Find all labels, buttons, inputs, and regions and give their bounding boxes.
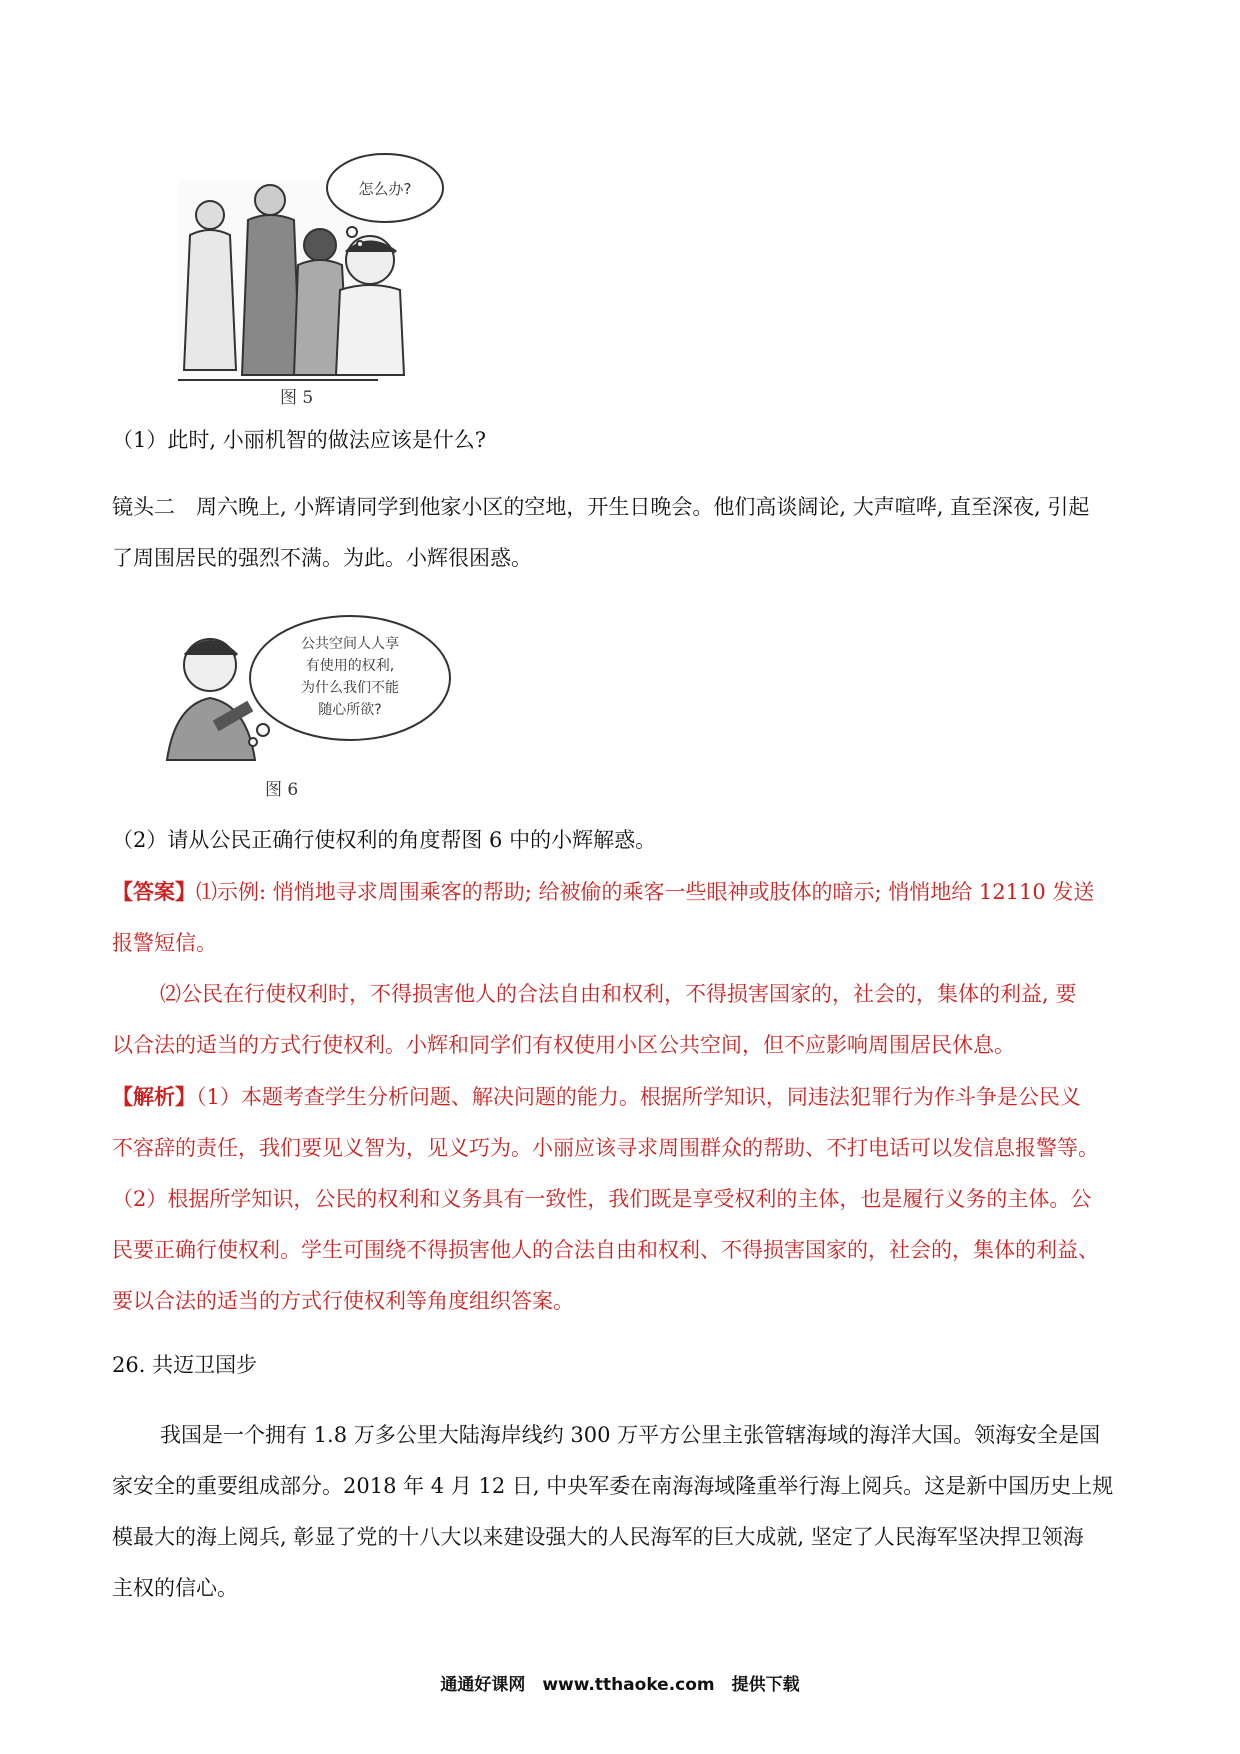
answer-line-1	[112, 866, 1132, 918]
figure-5	[170, 140, 450, 410]
question-1: （1）此时, 小丽机智的做法应该是什么?	[112, 428, 486, 452]
analysis-line1: （1）本题考查学生分析问题、解决问题的能力。根据所学知识，同违法犯罪行为作斗争是公民义	[196, 1085, 1081, 1109]
figure-6	[155, 610, 455, 800]
question-26-title: 26. 共迈卫国步	[112, 1353, 258, 1377]
answer-p1-line2: 报警短信。	[112, 931, 217, 955]
figure-5-bubble-text: 怎么办?	[358, 180, 412, 198]
boy-illustration	[155, 610, 455, 800]
analysis-line-1	[112, 1071, 1132, 1123]
figure-6-bubble-line-2: 有使用的权利,	[305, 658, 395, 674]
answer-p2-line2: 以合法的适当的方式行使权利。小辉和同学们有权使用小区公共空间，但不应影响周围居民休息。	[112, 1033, 1015, 1057]
q26-line2: 家安全的重要组成部分。2018 年 4 月 12 日, 中央军委在南海海域隆重举行海上阅兵。这是新中国历史上规	[112, 1474, 1114, 1498]
scene-2-text	[112, 482, 1132, 584]
figure-6-bubble-line-3: 为什么我们不能	[301, 680, 399, 696]
analysis-line3: （2）根据所学知识，公民的权利和义务具有一致性，我们既是享受权利的主体，也是履行义务的主体。公	[112, 1187, 1092, 1211]
analysis-line2: 不容辞的责任，我们要见义智为，见义巧为。小丽应该寻求周围群众的帮助、不打电话可以发信息报警等。	[112, 1136, 1099, 1160]
figure-6-bubble-line-1: 公共空间人人享	[301, 636, 399, 652]
answer-p2-line1: ⑵公民在行使权利时，不得损害他人的合法自由和权利，不得损害国家的，社会的，集体的利益, 要	[160, 982, 1077, 1006]
analysis-label: 【解析】	[112, 1084, 196, 1109]
q26-line4: 主权的信心。	[112, 1576, 238, 1600]
crowd-illustration	[170, 140, 450, 410]
analysis-line4: 民要正确行使权利。学生可围绕不得损害他人的合法自由和权利、不得损害国家的，社会的，集体的利益、	[112, 1238, 1099, 1262]
page-footer: 通通好课网 www.tthaoke.com 提供下载	[440, 1675, 800, 1695]
answer-p1-line1: ⑴示例: 悄悄地寻求周围乘客的帮助; 给被偷的乘客一些眼神或肢体的暗示; 悄悄地给 12110 发送	[196, 880, 1095, 904]
q26-line1: 我国是一个拥有 1.8 万多公里大陆海岸线约 300 万平方公里主张管辖海域的海洋大国。领海安全是国	[160, 1423, 1101, 1447]
question-26-body	[112, 1410, 1132, 1614]
answer-section	[112, 866, 1132, 1327]
question-2: （2）请从公民正确行使权利的角度帮图 6 中的小辉解惑。	[112, 828, 657, 852]
answer-label: 【答案】	[112, 879, 196, 904]
figure-5-caption: 图 5	[280, 388, 314, 408]
figure-6-caption: 图 6	[265, 780, 299, 800]
figure-6-bubble-line-4: 随心所欲?	[318, 702, 382, 718]
q26-line3: 模最大的海上阅兵, 彰显了党的十八大以来建设强大的人民海军的巨大成就, 坚定了人民海军坚决捍卫领海	[112, 1525, 1084, 1549]
scene-2-line-2: 了周围居民的强烈不满。为此。小辉很困惑。	[112, 546, 532, 570]
scene-2-line-1: 镜头二 周六晚上, 小辉请同学到他家小区的空地，开生日晚会。他们高谈阔论, 大声喧哗, 直至深夜, 引起	[112, 495, 1090, 519]
analysis-line5: 要以合法的适当的方式行使权利等角度组织答案。	[112, 1289, 574, 1313]
